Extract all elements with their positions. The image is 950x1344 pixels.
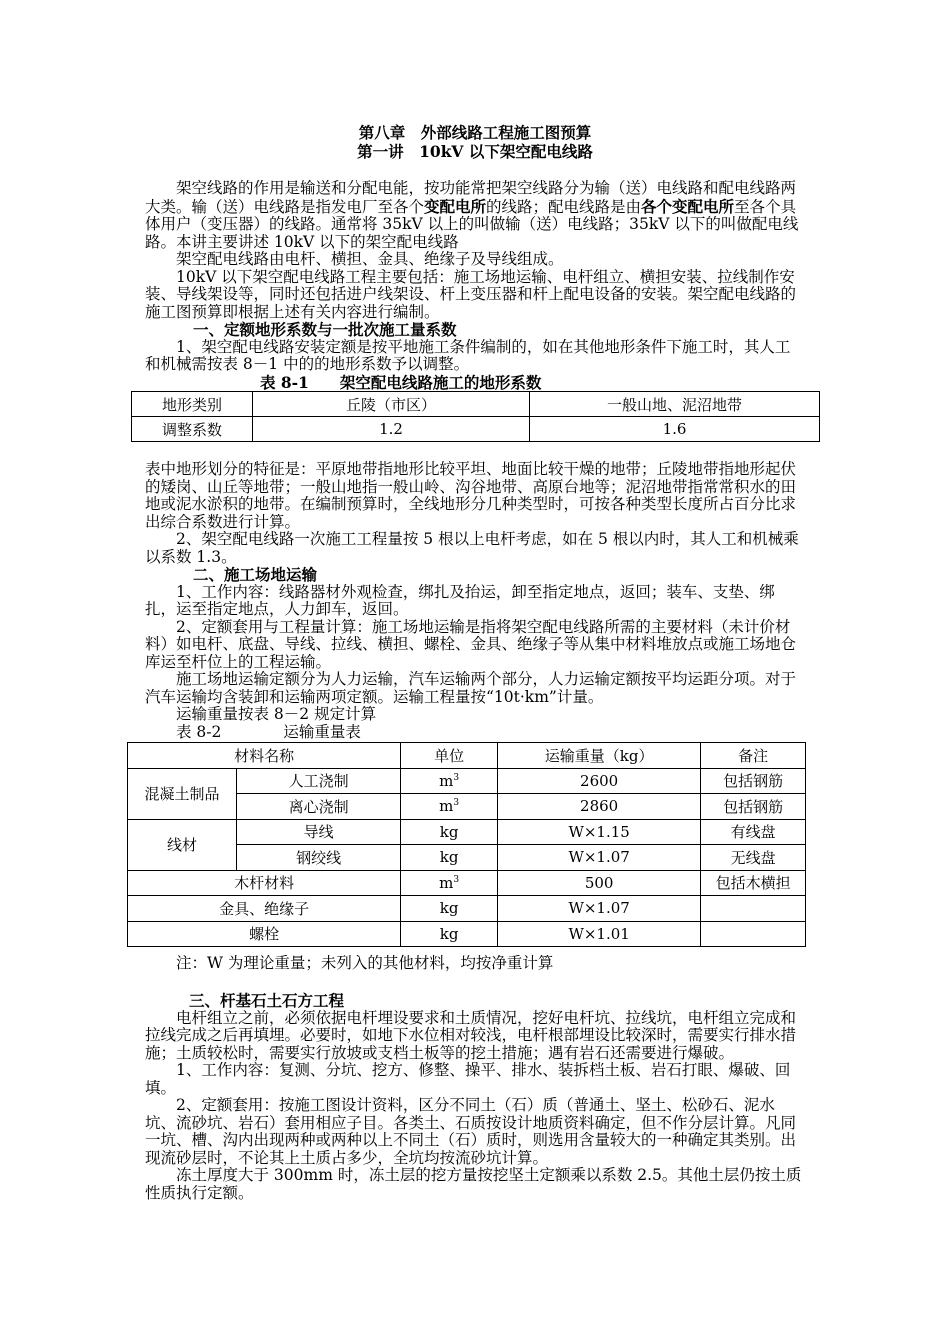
table-cell: 离心浇制: [237, 794, 401, 820]
table-group-cell: 线材: [128, 819, 237, 870]
section1-heading: 一、定额地形系数与一批次施工量系数: [193, 320, 457, 339]
table-row: [132, 392, 820, 417]
table-cell: 1.2: [253, 417, 530, 442]
intro-text-c: 的线路；配电线路是由: [486, 197, 642, 216]
unit-text: m: [439, 873, 454, 892]
intro-text-d: 至各个具体用户（变压器）的线路。通常将 35kV 以上的叫做输（送）电线路；35kV 以下的叫做配电线路。本讲主要讲述 10kV 以下的架空配电线路: [145, 197, 799, 251]
unit-superscript: 3: [453, 874, 460, 885]
section1-paragraph-3: 2、架空配电线路一次施工工程量按 5 根以上电杆考虑，如在 5 根以内时，其人工和机械乘以系数 1.3。: [145, 530, 799, 566]
table-header-cell: 备注: [701, 743, 806, 769]
table-cell: 木杆材料: [128, 870, 401, 896]
unit-text: m: [439, 771, 454, 790]
section3-paragraph-3: 2、定额套用：按施工图设计资料，区分不同土（石）质（普通土、坚土、松砂石、泥水坑、流砂坑、岩石）套用相应子目。各类土、石质按设计地质资料确定，但不作分层计算。凡同一坑、槽、沟内出现两种或两种以上不同土（石）质时，则选用含量较大的一种确定其类别。出现流砂层时，不论其上土质占多少，全坑均按流砂坑计算。: [145, 1096, 797, 1167]
transport-weight-table: [127, 742, 806, 947]
table-cell: 导线: [237, 819, 401, 845]
table-row: [128, 819, 806, 845]
table-cell: kg: [401, 819, 498, 845]
section3-paragraph-1: 电杆组立之前，必须依据电杆埋设要求和土质情况，挖好电杆坑、拉线坑，电杆组立完成和拉线完成之后再填埋。必要时，如地下水位相对较浅，电杆根部埋设比较深时，需要实行排水措施；土质较松时，需要实行放坡或支档土板等的挖土措施；遇有岩石还需要进行爆破。: [145, 1008, 797, 1062]
intro-block: [145, 180, 805, 391]
intro-bold-1: 变配电所: [424, 196, 487, 216]
terrain-coefficient-table: [131, 391, 820, 442]
unit-superscript: 3: [453, 772, 460, 783]
section2-heading: 二、施工场地运输: [193, 565, 318, 584]
table-header-cell: 材料名称: [128, 743, 401, 769]
table-cell: 一般山地、泥沼地带: [530, 392, 820, 417]
unit-superscript: 3: [453, 798, 460, 809]
table-cell: 2860: [498, 794, 701, 820]
unit-text: m: [439, 797, 454, 816]
table-cell: W×1.01: [498, 921, 701, 947]
table-row: [128, 870, 806, 896]
section1-paragraph-1: 1、架空配电线路安装定额是按平地施工条件编制的，如在其他地形条件下施工时，其人工和机械需按表 8－1 中的的地形系数予以调整。: [145, 337, 791, 373]
table-cell: 包括钢筋: [701, 768, 806, 794]
chapter-title: 第八章 外部线路工程施工图预算: [358, 123, 592, 142]
table-cell: [701, 921, 806, 947]
table-cell: 调整系数: [132, 417, 253, 442]
table1-caption: 表 8-1 架空配电线路施工的地形系数: [260, 372, 542, 392]
table-cell: [401, 870, 498, 896]
section2-paragraph-3: 施工场地运输定额分为人力运输，汽车运输两个部分，人力运输定额按平均运距分项。对于汽车运输均含装卸和运输两项定额。运输工程量按“10t·km”计量。: [145, 670, 797, 706]
section1-paragraph-2: 表中地形划分的特征是：平原地带指地形比较平坦、地面比较干燥的地带；丘陵地带指地形起伏的矮岗、山丘等地带；一般山地指一般山岭、沟谷地带、高原台地等；泥沼地带指常常积水的田地或泥水淤积的地带。在编制预算时，全线地形分几种类型时，可按各种类型长度所占百分比求出综合系数进行计算。: [145, 460, 797, 531]
table-cell: 人工浇制: [237, 768, 401, 794]
table-cell: W×1.07: [498, 845, 701, 871]
table-cell: 螺栓: [128, 921, 401, 947]
table-group-cell: 混凝土制品: [128, 768, 237, 819]
intro-paragraph-3: 10kV 以下架空配电线路工程主要包括：施工场地运输、电杆组立、横担安装、拉线制作安装、导线架设等，同时还包括进户线架设、杆上变压器和杆上配电设备的安装。架空配电线路的施工图预算即根据上述有关内容进行编制。: [145, 267, 797, 321]
table-cell: kg: [401, 921, 498, 947]
table-cell: [401, 768, 498, 794]
table-cell: kg: [401, 896, 498, 922]
table-cell: [701, 896, 806, 922]
table-cell: 金具、绝缘子: [128, 896, 401, 922]
table-cell: 500: [498, 870, 701, 896]
table-row: [128, 768, 806, 794]
table-cell: 有线盘: [701, 819, 806, 845]
lecture-title: 第一讲 10kV 以下架空配电线路: [357, 142, 593, 161]
table-cell: W×1.07: [498, 896, 701, 922]
intro-bold-2: 各个变配电所: [641, 196, 735, 216]
table-header-cell: 单位: [401, 743, 498, 769]
table-cell: 包括木横担: [701, 870, 806, 896]
table-row: [128, 743, 806, 769]
table-cell: 无线盘: [701, 845, 806, 871]
table-row: [132, 417, 820, 442]
table-cell: [401, 794, 498, 820]
table-cell: 包括钢筋: [701, 794, 806, 820]
table-cell: 钢绞线: [237, 845, 401, 871]
table-cell: 1.6: [530, 417, 820, 442]
section3-block: [145, 992, 805, 1202]
table-row: [128, 896, 806, 922]
intro-paragraph-2: 架空配电线路由电杆、横担、金具、绝缘子及导线组成。: [176, 250, 564, 268]
section2-paragraph-1: 1、工作内容：线路器材外观检查，绑扎及抬运，卸至指定地点，返回；装车、支垫、绑扎，运至指定地点，人力卸车，返回。: [145, 582, 775, 618]
section2-note-block: [145, 955, 805, 973]
table2-caption: 表 8-2 运输重量表: [176, 722, 361, 741]
intro-text-a: 架空线路的作用是输送和分配电能，按功能常把架空线路分为输（送）电线路和配电线路两大类。输（送）电线路是指发电厂至各个: [145, 179, 797, 216]
table-header-cell: 运输重量（kg）: [498, 743, 701, 769]
table-cell: 丘陵（市区）: [253, 392, 530, 417]
section2-paragraph-2: 2、定额套用与工程量计算：施工场地运输是指将架空配电线路所需的主要材料（未计价材料）如电杆、底盘、导线、拉线、横担、螺栓、金具、绝缘子等从集中材料堆放点或施工场地仓库运至杆位上的工程运输。: [145, 617, 797, 671]
table-cell: 2600: [498, 768, 701, 794]
table-cell: kg: [401, 845, 498, 871]
section1-body: [145, 461, 805, 741]
intro-paragraph-1: [145, 180, 805, 251]
section3-paragraph-2: 1、工作内容：复测、分坑、挖方、修整、操平、排水、装拆档土板、岩石打眼、爆破、回填。: [145, 1061, 791, 1097]
table-cell: W×1.15: [498, 819, 701, 845]
section3-heading: 三、杆基石土石方工程: [189, 991, 345, 1010]
table2-note: 注：W 为理论重量；未列入的其他材料，均按净重计算: [176, 954, 554, 972]
section2-paragraph-4: 运输重量按表 8－2 规定计算: [176, 705, 377, 723]
section3-paragraph-4: 冻土厚度大于 300mm 时，冻土层的挖方量按挖坚土定额乘以系数 2.5。其他土层仍按土质性质执行定额。: [145, 1166, 802, 1202]
table-row: [128, 921, 806, 947]
table-cell: 地形类别: [132, 392, 253, 417]
